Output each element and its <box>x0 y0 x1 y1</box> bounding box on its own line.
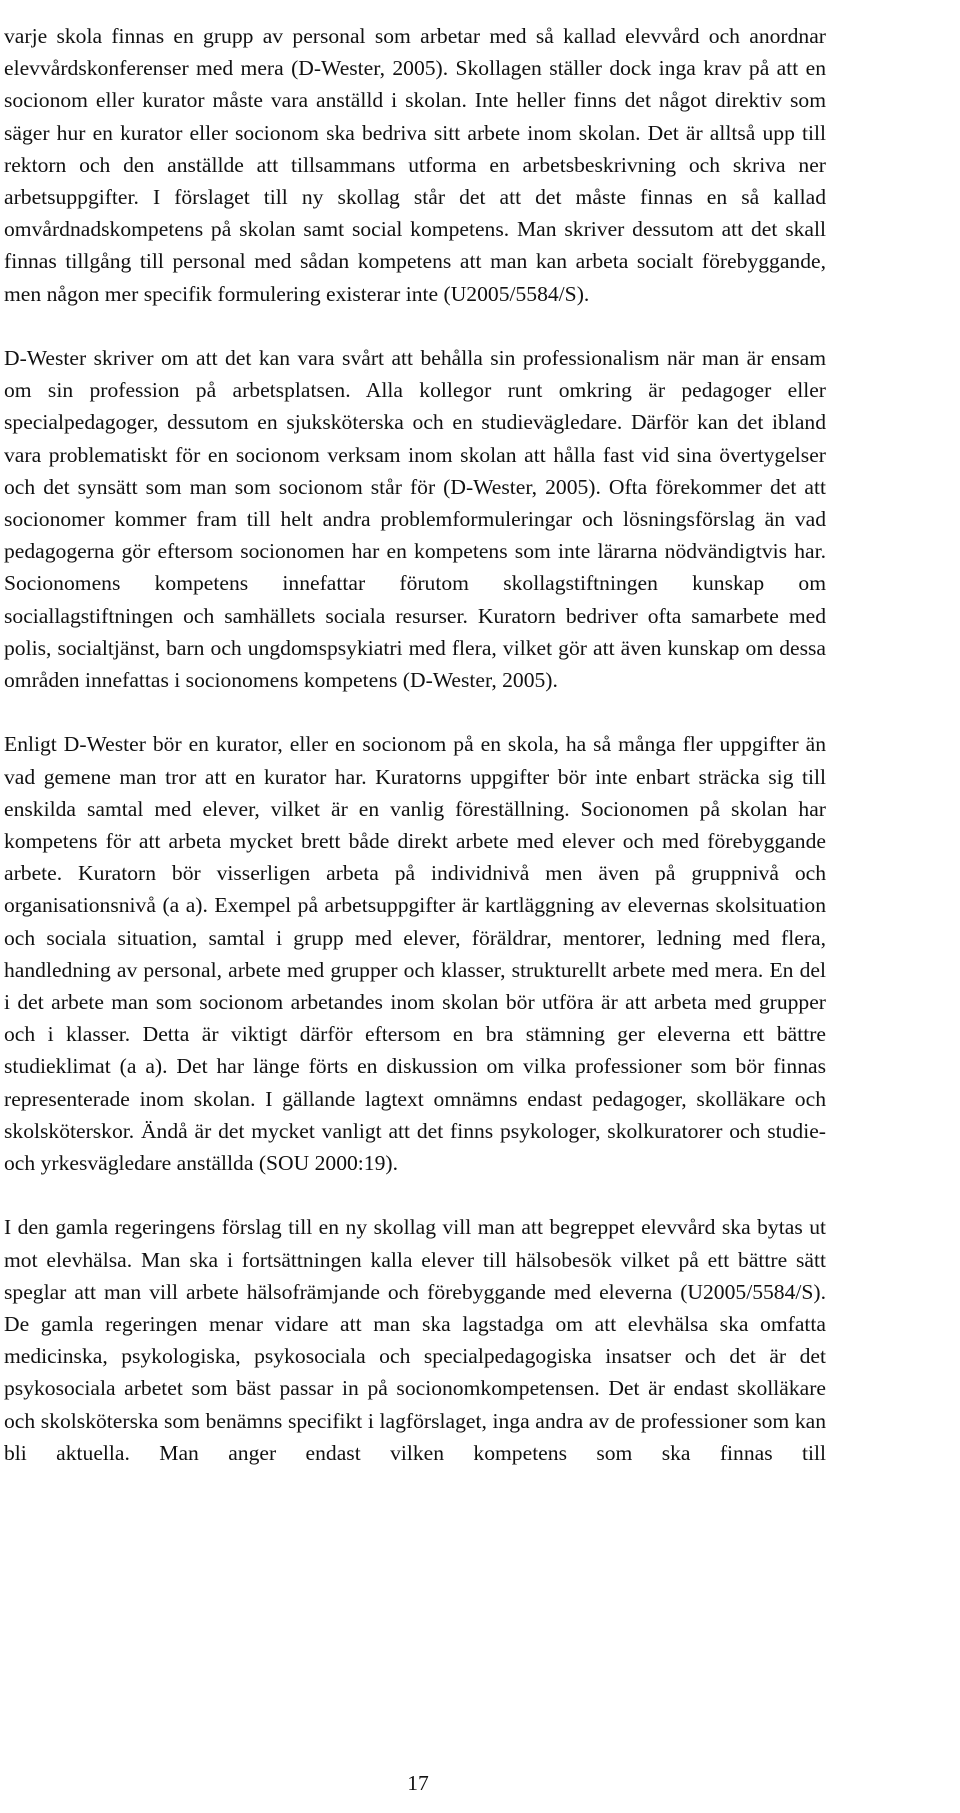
paragraph: Enligt D-Wester bör en kurator, eller en socionom på en skola, ha så många fler uppgifter än vad gemene man tror att en kurator har. Kuratorns uppgifter bör inte enbart sträcka sig till enskilda samtal med elever, vilket är en vanlig föreställning. Socionomen på skolan har kompetens för att arbeta mycket brett både direkt arbete med elever och med förebyggande arbete. Kuratorn bör visserligen arbeta på individnivå men även på gruppnivå och organisationsnivå (a a). Exempel på arbetsuppgifter är kartläggning av elevernas skolsituation och sociala situation, samtal i grupp med elever, föräldrar, mentorer, ledning med flera, handledning av personal, arbete med grupper och klasser, strukturellt arbete med mera. En del i det arbete man som socionom arbetandes inom skolan bör utföra är att arbeta med grupper och i klasser. Detta är viktigt därför eftersom en bra stämning ger eleverna ett bättre studieklimat (a a). Det har länge förts en diskussion om vilka professioner som bör finnas representerade inom skolan. I gällande lagtext omnämns endast pedagoger, skolläkare och skolsköterskor. Ändå är det mycket vanligt att det finns psykologer, skolkuratorer och studie- och yrkesvägledare anställda (SOU 2000:19). <box>4 732 826 1176</box>
page-number: 17 <box>407 1771 429 1795</box>
paragraph: varje skola finnas en grupp av personal som arbetar med så kallad elevvård och anordnar elevvårdskonferenser med mera (D-Wester, 2005). Skollagen ställer dock inga krav på att en socionom eller kurator måste vara anställd i skolan. Inte heller finns det något direktiv som säger hur en kurator eller socionom ska bedriva sitt arbete inom skolan. Det är alltså upp till rektorn och den anställde att tillsammans utforma en arbetsbeskrivning och skriva ner arbetsuppgifter. I förslaget till ny skollag står det att det måste finnas en så kallad omvårdnadskompetens på skolan samt social kompetens. Man skriver dessutom att det skall finnas tillgång till personal med sådan kompetens att man kan arbeta socialt förebyggande, men någon mer specifik formulering existerar inte (U2005/5584/S). <box>4 24 826 306</box>
paragraph: I den gamla regeringens förslag till en ny skollag vill man att begreppet elevvård ska bytas ut mot elevhälsa. Man ska i fortsättningen kalla elever till hälsobesök vilket på ett bättre sätt speglar att man vill arbete hälsofrämjande och förebyggande med eleverna (U2005/5584/S). De gamla regeringen menar vidare att man ska lagstadga om att elevhälsa ska omfatta medicinska, psykologiska, psykosociala och specialpedagogiska insatser och det är det psykosociala arbetet som bäst passar in på socionomkompetensen. Det är endast skolläkare och skolsköterska som benämns specifikt i lagförslaget, inga andra av de professioner som kan bli aktuella. Man anger endast vilken kompetens som ska finnas till <box>4 1215 826 1465</box>
body-text <box>4 20 826 1469</box>
paragraph: D-Wester skriver om att det kan vara svårt att behålla sin professionalism när man är ensam om sin profession på arbetsplatsen. Alla kollegor runt omkring är pedagoger eller specialpedagoger, dessutom en sjuksköterska och en studievägledare. Därför kan det ibland vara problematiskt för en socionom verksam inom skolan att hålla fast vid sina övertygelser och det synsätt som man som socionom står för (D-Wester, 2005). Ofta förekommer det att socionomer kommer fram till helt andra problemformuleringar och lösningsförslag än vad pedagogerna gör eftersom socionomen har en kompetens som inte lärarna nödvändigtvis har. Socionomens kompetens innefattar förutom skollagstiftningen kunskap om sociallagstiftningen och samhällets sociala resurser. Kuratorn bedriver ofta samarbete med polis, socialtjänst, barn och ungdomspsykiatri med flera, vilket gör att även kunskap om dessa områden innefattas i socionomens kompetens (D-Wester, 2005). <box>4 346 826 693</box>
